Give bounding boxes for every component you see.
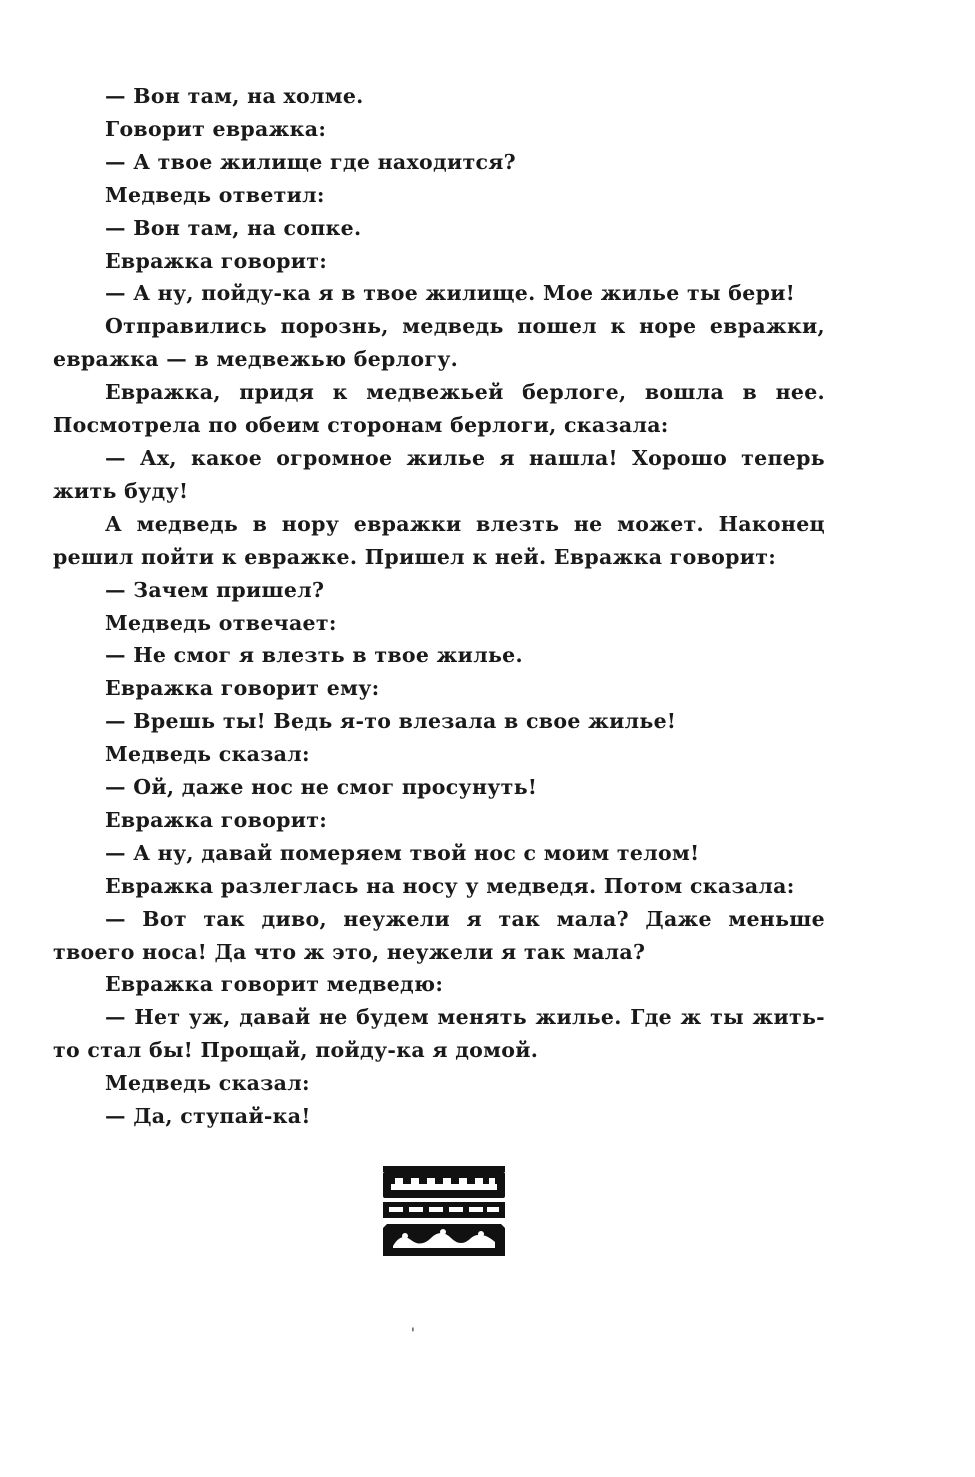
paragraph: — Вот так диво, неужели я так мала? Даже меньше твоего носа! Да что ж это, неужели я так мала? bbox=[53, 906, 825, 964]
paragraph: — Не смог я влезть в твое жилье. bbox=[105, 643, 523, 668]
paragraph: — А ну, пойду-ка я в твое жилище. Мое жилье ты бери! bbox=[105, 281, 796, 306]
paragraph: — Да, ступай-ка! bbox=[105, 1104, 311, 1129]
paragraph: Евражка, придя к медвежьей берлоге, вошла в нее. Посмотрела по обеим сторонам берлоги, сказала: bbox=[53, 380, 825, 438]
paragraph: Евражка разлеглась на носу у медведя. Потом сказала: bbox=[105, 873, 795, 898]
story-text bbox=[53, 80, 825, 1133]
paragraph: — Ой, даже нос не смог просунуть! bbox=[105, 775, 538, 800]
paragraph: Евражка говорит медведю: bbox=[105, 972, 444, 997]
page-mark: ' bbox=[411, 1326, 415, 1342]
paragraph: — Врешь ты! Ведь я-то влезала в свое жилье! bbox=[105, 709, 677, 734]
paragraph: Медведь ответил: bbox=[105, 182, 325, 207]
paragraph: — А ну, давай померяем твой нос с моим телом! bbox=[105, 840, 700, 865]
paragraph: Медведь сказал: bbox=[105, 742, 310, 767]
paragraph: Говорит евражка: bbox=[105, 116, 327, 141]
paragraph: Отправились порознь, медведь пошел к норе евражки, евражка — в медвежью берлогу. bbox=[53, 314, 825, 372]
paragraph: — Зачем пришел? bbox=[105, 577, 325, 602]
paragraph: — А твое жилище где находится? bbox=[105, 149, 516, 174]
tailpiece-ornament-icon bbox=[383, 1166, 505, 1258]
paragraph: Евражка говорит ему: bbox=[105, 676, 380, 701]
paragraph: — Вон там, на холме. bbox=[105, 84, 364, 108]
paragraph: — Нет уж, давай не будем менять жилье. Где ж ты жить-то стал бы! Прощай, пойду-ка я домой. bbox=[53, 1005, 825, 1063]
paragraph: Евражка говорит: bbox=[105, 248, 328, 273]
paragraph: А медведь в нору евражки влезть не может. Наконец решил пойти к евражке. Пришел к ней. Евражка говорит: bbox=[53, 511, 825, 569]
paragraph: — Вон там, на сопке. bbox=[105, 215, 362, 240]
paragraph: Евражка говорит: bbox=[105, 807, 328, 832]
paragraph: Медведь отвечает: bbox=[105, 610, 337, 635]
paragraph: Медведь сказал: bbox=[105, 1071, 310, 1096]
paragraph: — Ах, какое огромное жилье я нашла! Хорошо теперь жить буду! bbox=[53, 445, 825, 503]
